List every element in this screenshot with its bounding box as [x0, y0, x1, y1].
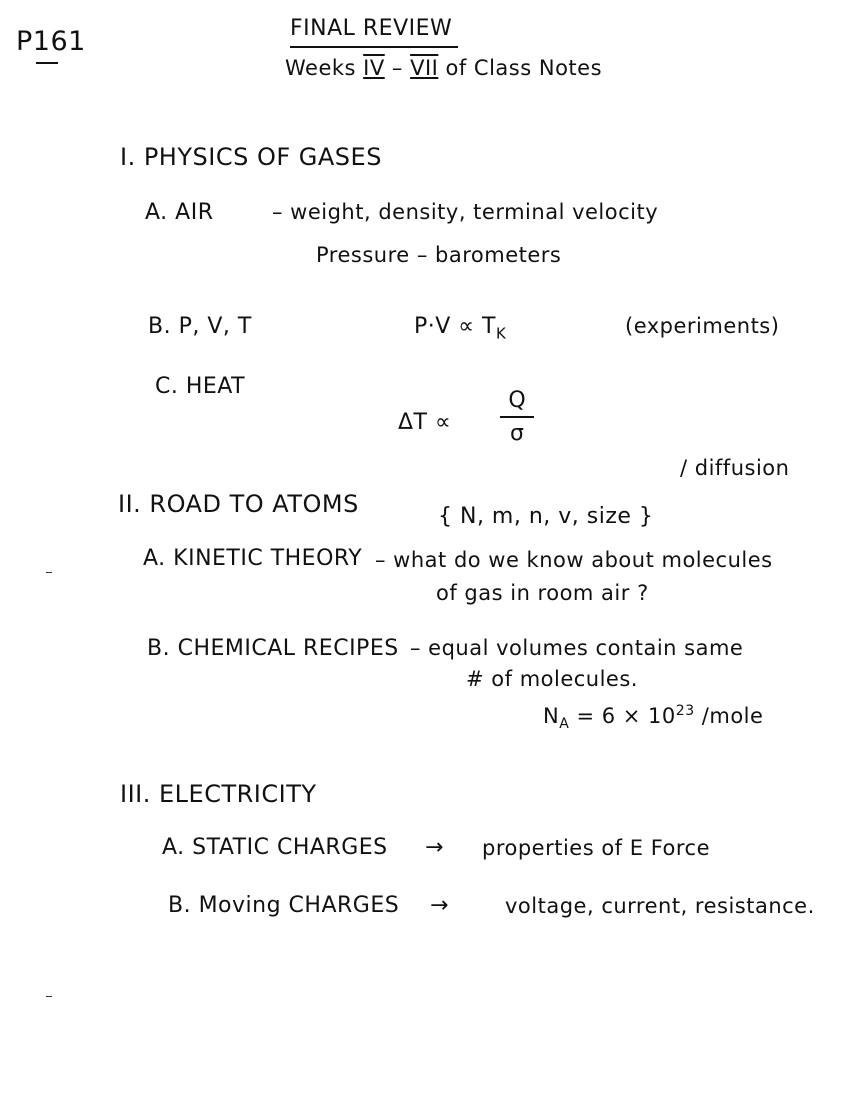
item-pvt-formula	[414, 316, 506, 341]
pvt-formula-main: P·V ∝ T	[414, 314, 496, 339]
course-underline	[36, 62, 58, 64]
item-pvt-note: (experiments)	[625, 314, 780, 338]
course-code: P161	[16, 26, 86, 57]
subtitle-week-start: IV	[363, 56, 385, 80]
section-heading-gases: I. PHYSICS OF GASES	[120, 143, 382, 171]
item-kinetic-text2: of gas in room air ?	[436, 581, 649, 605]
item-moving-text: voltage, current, resistance.	[505, 894, 815, 918]
item-chemical-label: B. CHEMICAL RECIPES	[147, 636, 399, 661]
item-pvt-label: B. P, V, T	[148, 314, 252, 339]
item-air-text: – weight, density, terminal velocity	[272, 200, 659, 224]
pvt-formula-sub: K	[495, 324, 507, 343]
margin-mark	[46, 996, 52, 997]
item-static-label: A. STATIC CHARGES	[162, 835, 388, 860]
item-air-text2: Pressure – barometers	[316, 243, 562, 267]
page-subtitle	[285, 58, 602, 79]
fraction-bar	[500, 416, 534, 418]
item-moving-label: B. Moving CHARGES	[168, 893, 400, 918]
page-title: FINAL REVIEW	[290, 16, 453, 41]
item-air-label: A. AIR	[145, 200, 214, 225]
subtitle-pre: Weeks	[285, 56, 364, 80]
item-heat-formula-lhs: ΔT ∝	[398, 410, 452, 435]
avogadro-unit: /mole	[694, 704, 764, 728]
item-kinetic-text: – what do we know about molecules	[375, 548, 773, 572]
avogadro-rest: = 6 × 10	[569, 704, 676, 728]
section-heading-electricity: III. ELECTRICITY	[120, 780, 317, 808]
title-underline	[290, 46, 458, 48]
heat-fraction	[500, 388, 534, 446]
moving-arrow: →	[430, 893, 449, 918]
subtitle-week-end: VII	[410, 56, 439, 80]
avogadro-sub: A	[559, 716, 570, 733]
static-arrow: →	[425, 835, 444, 860]
heat-denominator: σ	[510, 421, 524, 446]
heat-numerator: Q	[508, 388, 526, 413]
avogadro-formula	[543, 704, 763, 731]
subtitle-dash: –	[384, 56, 411, 80]
atoms-set-note: / diffusion	[680, 456, 790, 480]
item-static-text: properties of E Force	[482, 836, 711, 860]
avogadro-n: N	[543, 704, 560, 728]
item-kinetic-label: A. KINETIC THEORY	[143, 546, 363, 571]
section-heading-atoms: II. ROAD TO ATOMS	[118, 490, 359, 518]
avogadro-exp: 23	[675, 703, 695, 719]
item-chemical-text: – equal volumes contain same	[410, 636, 744, 660]
atoms-variable-set: { N, m, n, v, size }	[438, 504, 654, 529]
margin-mark	[46, 572, 52, 573]
item-heat-label: C. HEAT	[155, 374, 246, 399]
subtitle-post: of Class Notes	[438, 56, 603, 80]
item-chemical-text2: # of molecules.	[466, 667, 638, 691]
